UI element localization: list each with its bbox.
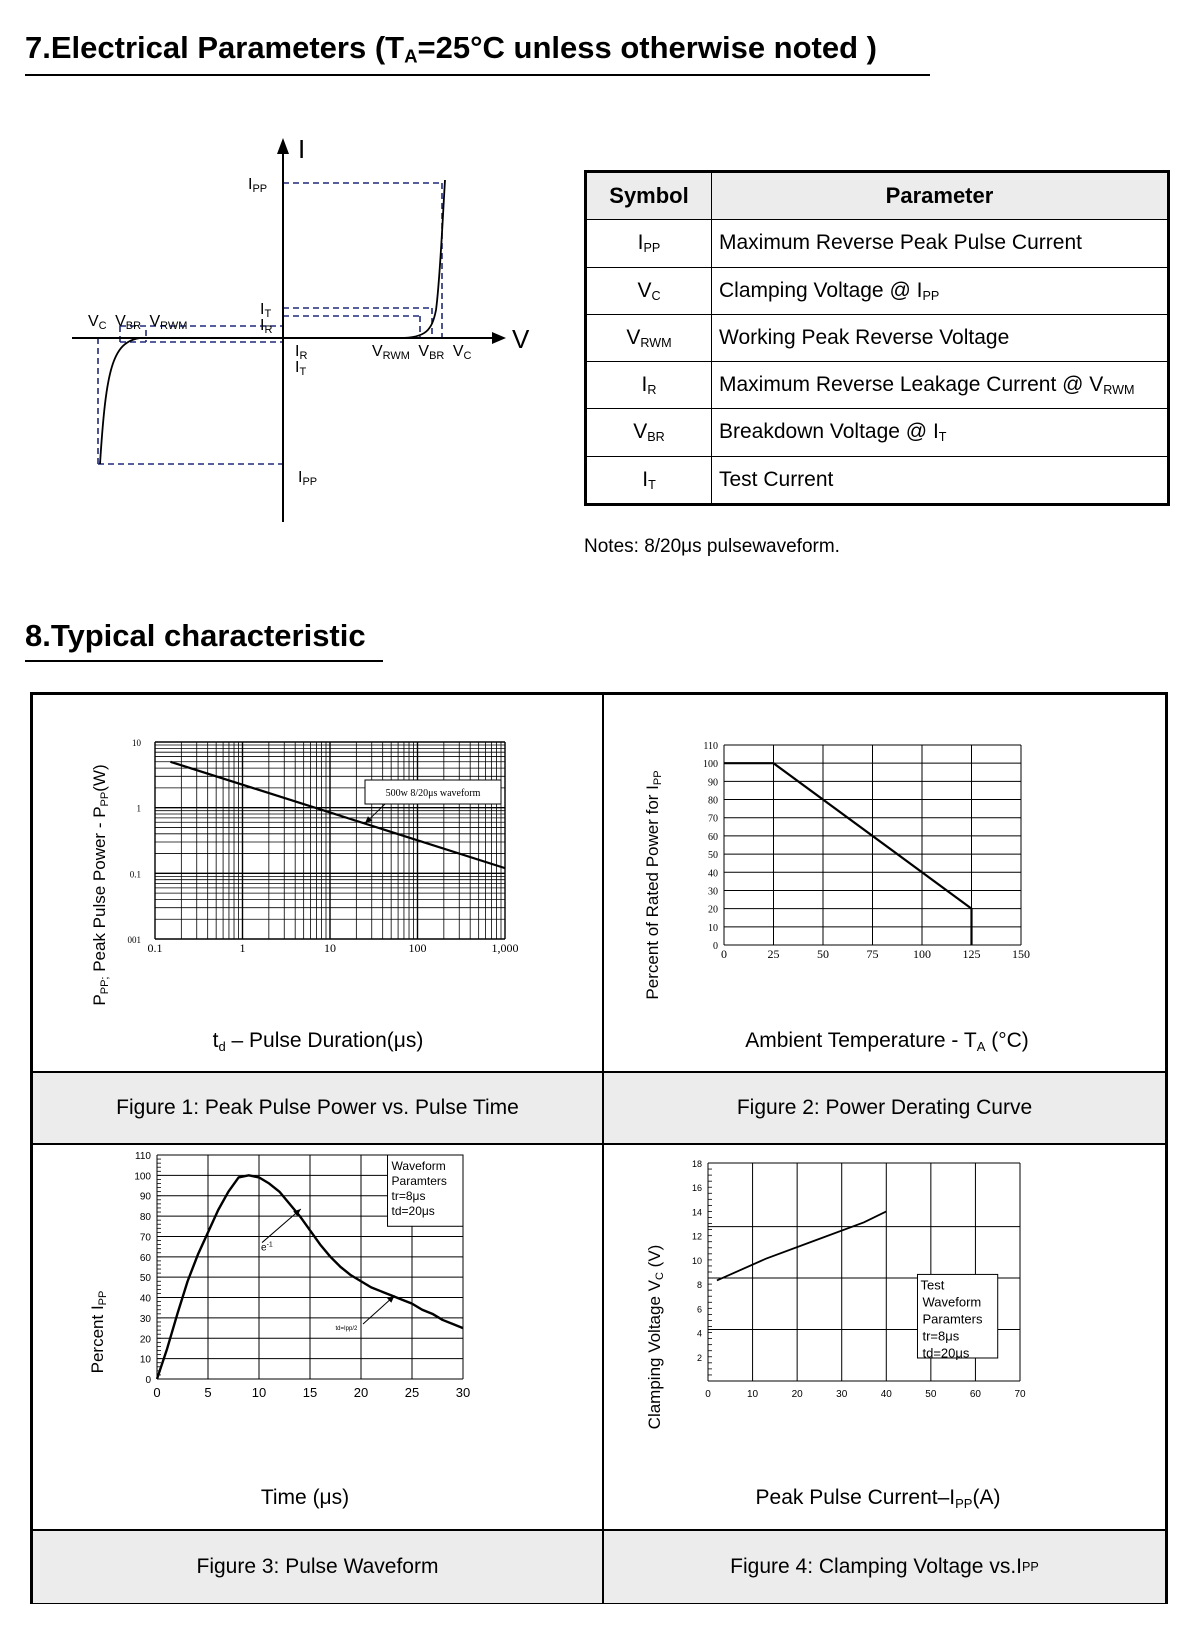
ir-bottom-label: IR [295, 343, 308, 362]
fig4-legend-entry: Paramters [922, 1311, 983, 1327]
ipp-bottom-label: IPP [298, 469, 318, 488]
fig2-y-tick-label: 90 [708, 777, 718, 789]
fig2-x-tick-label: 75 [866, 947, 879, 961]
fig3-y-label: Percent IPP [88, 1290, 109, 1374]
fig4-y-tick-label: 10 [691, 1255, 702, 1266]
symbol-cell: $I_T$ [586, 456, 712, 504]
fig3-legend-entry: Waveform [391, 1159, 446, 1173]
it-bottom-label: IT [295, 359, 307, 378]
fig2-x-tick-label: 50 [817, 947, 829, 961]
fig4-x-tick-label: 0 [705, 1389, 711, 1400]
fig2-y-tick-label: 30 [708, 886, 718, 898]
fig3-caption: Figure 3: Pulse Waveform [33, 1529, 602, 1603]
it-top-label: IT [260, 301, 272, 320]
ir-top-label: IR [260, 317, 273, 336]
figure-grid [30, 692, 1168, 1604]
table-header-row [586, 172, 1169, 220]
table-row [586, 362, 1169, 409]
fig3-td-label: td=Ipp/2 [335, 1326, 358, 1333]
fig2-x-tick-label: 0 [721, 947, 727, 961]
fig2-x-label: Ambient Temperature - TA (°C) [745, 1029, 1029, 1054]
fig2-y-tick-label: 20 [708, 904, 718, 916]
fig3-x-tick-label: 15 [302, 1385, 318, 1400]
table-row [586, 314, 1169, 361]
table-row [586, 267, 1169, 314]
header-parameter: Parameter [712, 172, 1169, 220]
fig3-y-tick-label: 40 [139, 1293, 151, 1305]
fig4-legend-entry: Waveform [922, 1294, 982, 1310]
fig1-grid [155, 742, 505, 939]
fig3-y-tick-label: 90 [139, 1191, 151, 1203]
fig3-y-tick-label: 50 [139, 1273, 151, 1285]
fig1-y-label: PPP; Peak Pulse Power - PPP(W) [90, 764, 111, 1006]
fig3-legend-entry: tr=8μs [391, 1189, 426, 1203]
v-axis-arrow [492, 332, 506, 344]
fig3-x-tick-label: 30 [455, 1385, 471, 1400]
fig4-x-tick-label: 30 [836, 1389, 848, 1400]
section-8-title: 8.Typical characteristic [25, 618, 383, 662]
parameter-cell: Maximum Reverse Peak Pulse Current [712, 220, 1169, 267]
fig2-y-label: Percent of Rated Power for IPP [643, 770, 664, 1000]
fig2-y-tick-label: 50 [708, 850, 718, 862]
parameter-cell: Breakdown Voltage @ $I_T$ [712, 409, 1169, 456]
fig4-y-tick-label: 12 [691, 1231, 702, 1242]
section-7-title: 7.Electrical Parameters ($T_A=25^\circ C$ unless otherwise noted ) [25, 30, 930, 76]
fig2-caption: Figure 2: Power Derating Curve [604, 1071, 1165, 1145]
fig2-x-tick-label: 100 [913, 947, 931, 961]
fig2-x-tick-label: 25 [767, 947, 780, 961]
fig1-caption: Figure 1: Peak Pulse Power vs. Pulse Time [33, 1071, 602, 1145]
fig3-legend [388, 1155, 463, 1226]
fig3-y-tick-label: 100 [134, 1171, 151, 1183]
fig1-x-tick-label: 100 [408, 941, 427, 955]
fig1-y-tick-label: 10 [132, 738, 141, 748]
fig3-e1-label: $e^{-1}$ [261, 1241, 273, 1254]
fig3-y-tick-label: 20 [139, 1334, 151, 1346]
fig2-chart [604, 695, 1165, 1071]
fig1-chart [33, 695, 602, 1071]
iv-characteristic-diagram [60, 130, 530, 530]
fig4-y-tick-label: 2 [696, 1352, 702, 1363]
fig3-x-tick-label: 0 [153, 1385, 161, 1400]
table-row [586, 220, 1169, 267]
fig2-y-tick-label: 0 [713, 941, 718, 952]
parameter-cell: Maximum Reverse Leakage Current @ $V_{RWM}$ [712, 362, 1169, 409]
fig1-annotation: 500w 8/20μs waveform [385, 788, 481, 799]
symbol-cell: $V_{BR}$ [586, 409, 712, 456]
fig2-x-tick-label: 150 [1012, 947, 1030, 961]
axis-i-label: I [298, 134, 306, 164]
fig3-x-tick-label: 25 [404, 1385, 420, 1400]
fig4-legend-entry: tr=8μs [922, 1328, 960, 1344]
symbol-cell: $I_{PP}$ [586, 220, 712, 267]
fig2-y-tick-label: 40 [708, 868, 718, 880]
i-axis-arrow [277, 138, 289, 154]
fig3-y-tick-label: 30 [139, 1313, 151, 1325]
fig1-y-tick-label: 001 [127, 935, 141, 945]
fig4-y-tick-label: 16 [691, 1183, 702, 1194]
symbol-cell: $V_{RWM}$ [586, 314, 712, 361]
fig4-legend [917, 1274, 997, 1360]
fig3-x-tick-label: 10 [251, 1385, 267, 1400]
fig1-x-label: td – Pulse Duration(μs) [212, 1029, 424, 1054]
fig4-x-tick-label: 50 [925, 1389, 937, 1400]
fig4-x-tick-label: 40 [880, 1389, 892, 1400]
fig4-x-tick-label: 60 [969, 1389, 981, 1400]
fig3-x-label: Time (μs) [260, 1486, 350, 1509]
fig4-x-label: Peak Pulse Current–IPP(A) [755, 1486, 1001, 1511]
left-voltage-labels: VC VBR VRWM [88, 313, 188, 332]
fig4-x-tick-label: 20 [791, 1389, 803, 1400]
fig4-x-tick-label: 70 [1014, 1389, 1026, 1400]
fig1-y-tick-label: 1 [136, 803, 141, 814]
fig3-legend-entry: Paramters [391, 1174, 447, 1188]
fig4-y-tick-label: 14 [691, 1207, 702, 1218]
fig2-tick-labels [703, 741, 1030, 961]
fig2-grid [724, 745, 1021, 945]
fig3-e1-arrow [262, 1209, 301, 1243]
fig3-y-tick-label: 0 [145, 1375, 151, 1386]
fig1-series-line [170, 762, 505, 868]
fig2-y-tick-label: 10 [708, 922, 718, 934]
fig3-y-tick-label: 70 [139, 1232, 151, 1244]
fig3-y-tick-label: 80 [139, 1212, 151, 1224]
fig4-caption: Figure 4: Clamping Voltage vs.I PP [604, 1529, 1165, 1603]
fig2-y-tick-label: 70 [708, 813, 718, 825]
fig3-x-tick-label: 5 [204, 1385, 212, 1400]
symbol-cell: $V_C$ [586, 267, 712, 314]
fig3-chart [33, 1147, 602, 1529]
fig1-x-tick-label: 1,000 [491, 941, 519, 955]
right-voltage-labels: VRWM VBR VC [372, 343, 472, 362]
fig2-y-tick-label: 60 [708, 831, 718, 843]
header-symbol: Symbol [586, 172, 712, 220]
parameter-table [584, 170, 1170, 506]
fig3-y-tick-label: 110 [135, 1151, 151, 1162]
symbol-cell: $I_R$ [586, 362, 712, 409]
fig1-tick-labels [128, 738, 519, 955]
parameter-cell: Test Current [712, 456, 1169, 504]
table-row [586, 456, 1169, 504]
fig2-x-tick-label: 125 [962, 947, 981, 961]
fig4-y-tick-label: 4 [696, 1328, 702, 1339]
table-notes: Notes: 8/20μs pulsewaveform. [584, 536, 840, 557]
fig1-x-tick-label: 10 [324, 941, 336, 955]
fig4-y-label: Clamping Voltage VC (V) [645, 1244, 666, 1430]
table-row [586, 409, 1169, 456]
fig4-y-tick-label: 18 [691, 1159, 702, 1169]
fig4-legend-entry: td=20μs [922, 1345, 970, 1361]
fig3-y-tick-label: 10 [139, 1354, 151, 1366]
parameter-cell: Clamping Voltage @ $I_{PP}$ [712, 267, 1169, 314]
fig4-x-tick-label: 10 [747, 1389, 759, 1400]
fig3-legend-entry: td=20μs [391, 1204, 435, 1218]
fig2-y-tick-label: 100 [703, 759, 718, 771]
fig4-y-tick-label: 6 [696, 1304, 702, 1315]
fig2-y-tick-label: 80 [708, 795, 718, 807]
fig4-y-tick-label: 8 [696, 1280, 702, 1291]
axis-v-label: V [512, 324, 530, 354]
fig1-x-tick-label: 0.1 [147, 941, 163, 955]
fig3-x-tick-label: 20 [353, 1385, 369, 1400]
ipp-top-label: IPP [248, 176, 268, 195]
fig4-legend-entry: Test [920, 1277, 945, 1293]
iv-axes [72, 152, 492, 522]
fig4-series-line [717, 1211, 886, 1280]
fig3-y-tick-label: 60 [139, 1252, 151, 1264]
fig1-y-tick-label: 0.1 [129, 869, 141, 880]
parameter-cell: Working Peak Reverse Voltage [712, 314, 1169, 361]
fig1-x-tick-label: 1 [239, 941, 246, 955]
fig4-chart [604, 1147, 1165, 1529]
fig2-y-tick-label: 110 [703, 741, 718, 752]
